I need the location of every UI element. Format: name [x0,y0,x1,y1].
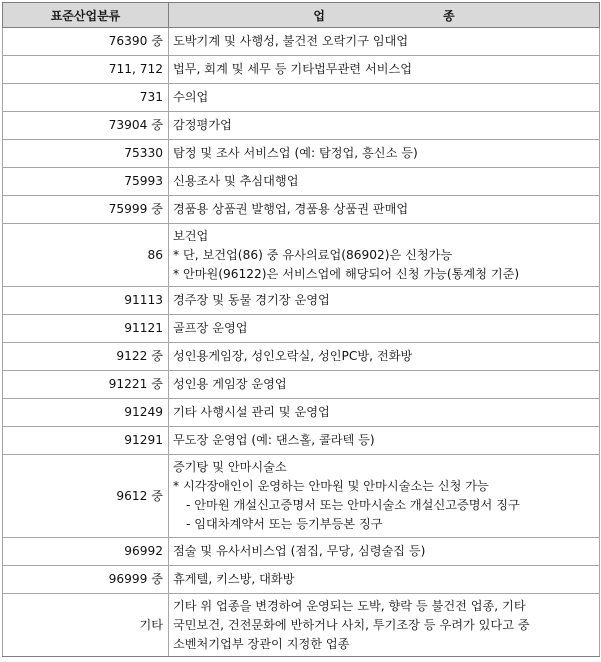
row-code: 91249 [3,399,169,427]
row-code: 91113 [3,287,169,315]
table-header-row [3,3,600,28]
row-desc [169,112,600,140]
excluded-industries-table-wrapper [2,2,599,657]
row-desc-line: 경주장 및 동물 경기장 운영업 [173,293,330,307]
row-desc-line: 점술 및 유사서비스업 (점집, 무당, 심령술집 등) [173,544,426,558]
row-code: 76390 중 [3,28,169,56]
excluded-industries-table [2,2,600,657]
row-desc [169,399,600,427]
table-row [3,196,600,224]
row-desc [169,594,600,657]
row-code: 711, 712 [3,56,169,84]
table-row [3,399,600,427]
row-desc-line: 무도장 운영업 (예: 댄스홀, 콜라텍 등) [173,433,375,447]
row-desc [169,315,600,343]
row-desc-line: 성인용게임장, 성인오락실, 성인PC방, 전화방 [173,349,413,363]
row-desc-line: 기타 위 업종을 변경하여 운영되는 도박, 향락 등 불건전 업종, 기타 [173,598,526,613]
row-desc-line: 증기탕 및 안마시술소 [173,460,287,474]
row-desc-line: 법무, 회계 및 세무 등 기타법무관련 서비스업 [173,62,413,76]
header-industry [169,3,600,28]
row-desc-line: * 안마원(96122)은 서비스업에 해당되어 신청 가능(통계청 기준) [173,266,520,281]
row-code: 75993 [3,168,169,196]
row-desc-line: - 임대차계약서 또는 등기부등본 징구 [186,517,383,531]
table-row [3,343,600,371]
row-desc-line: 성인용 게임장 운영업 [173,377,287,391]
header-code: 표준산업분류 [3,3,169,28]
header-industry-char-1: 업 [313,8,325,23]
row-code: 기타 [3,594,169,657]
table-row [3,287,600,315]
row-desc [169,224,600,287]
row-code: 91121 [3,315,169,343]
row-desc [169,196,600,224]
table-row [3,168,600,196]
row-desc [169,287,600,315]
row-code: 91291 [3,427,169,455]
header-industry-char-2: 종 [443,8,455,23]
table-row [3,56,600,84]
row-desc [169,84,600,112]
row-code: 96999 중 [3,566,169,594]
row-desc [169,538,600,566]
row-code: 9122 중 [3,343,169,371]
table-row [3,427,600,455]
row-code: 86 [3,224,169,287]
row-code: 91221 중 [3,371,169,399]
table-row [3,140,600,168]
row-code: 75999 중 [3,196,169,224]
row-desc [169,427,600,455]
table-row [3,538,600,566]
row-desc [169,56,600,84]
table-row [3,566,600,594]
row-desc-line: 탐정 및 조사 서비스업 (예: 탐정업, 흥신소 등) [173,146,418,160]
table-row [3,315,600,343]
row-code: 731 [3,84,169,112]
table-row [3,28,600,56]
row-desc-line: 수의업 [173,90,209,104]
row-desc-line: 국민보건, 건전문화에 반하거나 사치, 투기조장 등 우려가 있다고 중 [173,617,530,632]
row-desc-line: * 시각장애인이 운영하는 안마원 및 안마시술소는 신청 가능 [173,479,489,493]
table-row [3,455,600,538]
row-desc-line: 감정평가업 [173,118,232,132]
row-desc-line: 경품용 상품권 발행업, 경품용 상품권 판매업 [173,202,409,216]
row-desc-line: 휴게텔, 키스방, 대화방 [173,572,295,586]
row-desc-line: - 안마원 개설신고증명서 또는 안마시술소 개설신고증명서 징구 [186,498,520,512]
row-desc-line: 신용조사 및 추심대행업 [173,174,299,188]
row-desc [169,455,600,538]
row-code: 75330 [3,140,169,168]
table-row [3,112,600,140]
row-code: 96992 [3,538,169,566]
table-row [3,371,600,399]
row-desc-line: 도박기계 및 사행성, 불건전 오락기구 임대업 [173,34,409,48]
row-desc [169,343,600,371]
row-desc-line: 골프장 운영업 [173,321,248,335]
row-desc-line: * 단, 보건업(86) 중 유사의료업(86902)은 신청가능 [173,247,453,262]
row-desc-line: 보건업 [173,228,209,243]
row-desc [169,168,600,196]
row-desc [169,140,600,168]
row-desc [169,28,600,56]
table-row [3,84,600,112]
table-row [3,594,600,657]
row-code: 73904 중 [3,112,169,140]
row-desc-line: 기타 사행시설 관리 및 운영업 [173,405,330,419]
row-code: 9612 중 [3,455,169,538]
row-desc [169,371,600,399]
table-row [3,224,600,287]
row-desc-line: 소벤처기업부 장관이 지정한 업종 [173,636,350,651]
row-desc [169,566,600,594]
